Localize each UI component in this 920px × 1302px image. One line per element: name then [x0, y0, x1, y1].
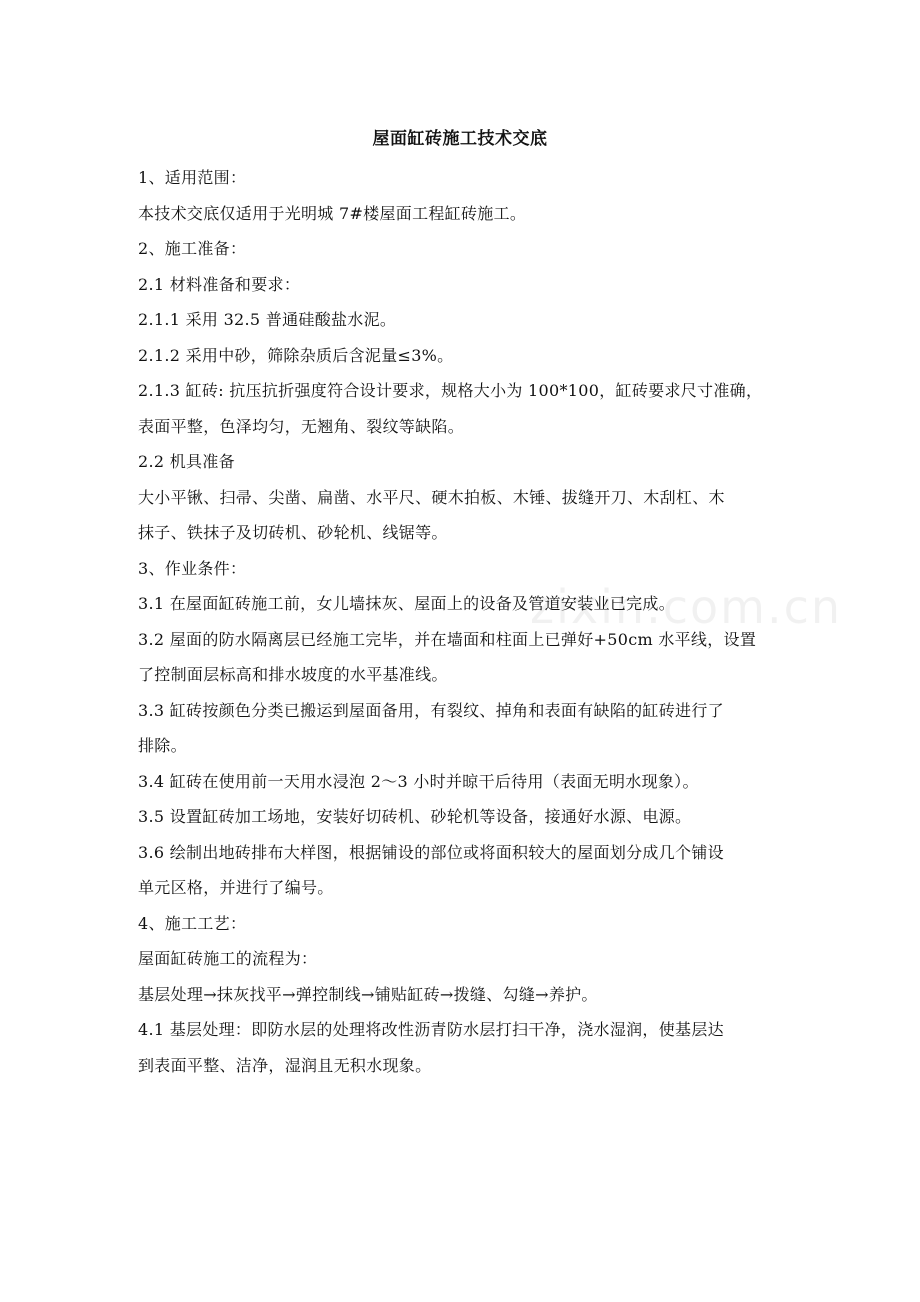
text-line: 1、适用范围： [138, 168, 247, 187]
text-line: 2.1.3 缸砖: 抗压抗折强度符合设计要求，规格大小为 100*100，缸砖要求尺寸准确， [138, 381, 763, 400]
text-line: 屋面缸砖施工的流程为： [138, 949, 318, 968]
watermark: zixin.com.cn [530, 580, 843, 634]
text-line: 3.1 在屋面缸砖施工前，女儿墙抹灰、屋面上的设备及管道安装业已完成。 [138, 594, 676, 613]
text-line: 2.1.1 采用 32.5 普通硅酸盐水泥。 [138, 310, 397, 329]
text-line: 2.1.2 采用中砂，筛除杂质后含泥量≤3%。 [138, 345, 454, 365]
text-line: 表面平整，色泽均匀，无翘角、裂纹等缺陷。 [138, 416, 465, 436]
text-line: 本技术交底仅适用于光明城 7#楼屋面工程缸砖施工。 [138, 203, 527, 223]
text-line: 4、施工工艺： [138, 913, 247, 933]
text-line: 2、施工准备： [138, 239, 247, 258]
text-line: 基层处理→抹灰找平→弹控制线→铺贴缸砖→拨缝、勾缝→养护。 [138, 984, 598, 1004]
text-line: 大小平锹、扫帚、尖凿、扁凿、水平尺、硬木拍板、木锤、拔缝开刀、木刮杠、木 [138, 487, 725, 507]
text-line: 2.1 材料准备和要求： [138, 274, 301, 294]
text-line: 单元区格，并进行了编号。 [138, 878, 334, 897]
text-line: 了控制面层标高和排水坡度的水平基准线。 [138, 665, 448, 684]
text-line: 到表面平整、洁净，湿润且无积水现象。 [138, 1055, 432, 1075]
text-line: 3.3 缸砖按颜色分类已搬运到屋面备用，有裂纹、掉角和表面有缺陷的缸砖进行了 [138, 700, 724, 720]
text-line: 2.2 机具准备 [138, 452, 235, 471]
text-line: 4.1 基层处理：即防水层的处理将改性沥青防水层打扫干净，浇水湿润，使基层达 [138, 1020, 724, 1039]
text-line: 3.2 屋面的防水隔离层已经施工完毕，并在墙面和柱面上已弹好+50cm 水平线，设置 [138, 629, 757, 649]
document-title: 屋面缸砖施工技术交底 [372, 129, 548, 149]
text-line: 3.4 缸砖在使用前一天用水浸泡 2～3 小时并晾干后待用（表面无明水现象）。 [138, 771, 699, 791]
text-line: 3、作业条件： [138, 558, 247, 578]
text-line: 排除。 [138, 736, 187, 755]
text-line: 抹子、铁抹子及切砖机、砂轮机、线锯等。 [138, 523, 448, 542]
text-line: 3.5 设置缸砖加工场地，安装好切砖机、砂轮机等设备，接通好水源、电源。 [138, 807, 692, 826]
text-line: 3.6 绘制出地砖排布大样图，根据铺设的部位或将面积较大的屋面划分成几个铺设 [138, 842, 724, 862]
